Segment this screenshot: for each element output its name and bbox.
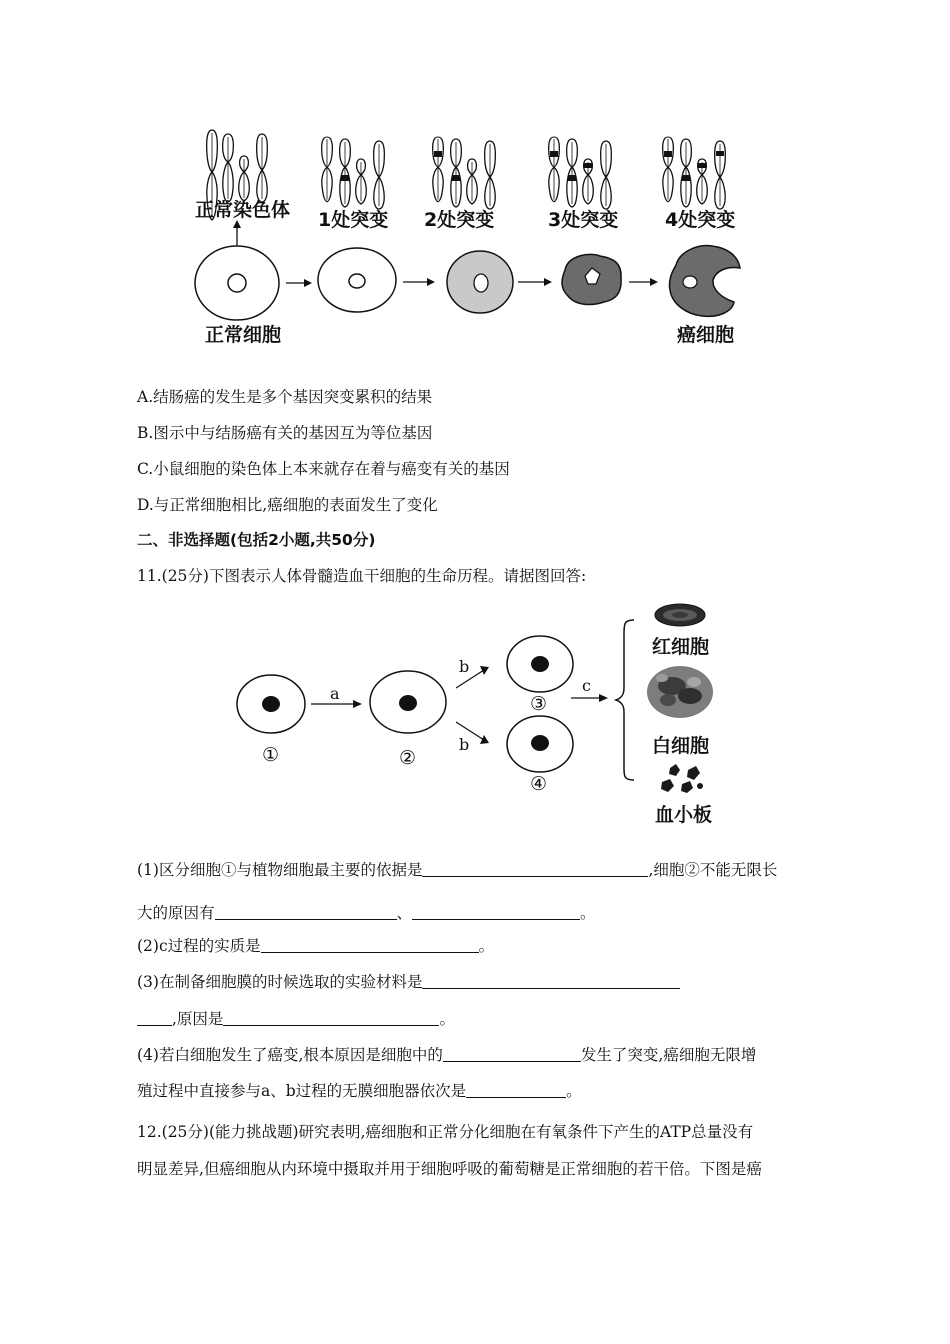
blank-5[interactable] <box>422 973 680 990</box>
blank-4[interactable] <box>261 937 479 954</box>
label-cell-4: ④ <box>530 773 548 795</box>
blank-2[interactable] <box>215 904 397 921</box>
label-mutation-4: 4处突变 <box>665 209 736 231</box>
label-platelet: 血小板 <box>655 804 713 826</box>
cell-normal <box>195 246 279 320</box>
red-blood-cell-icon <box>655 604 705 626</box>
label-c: c <box>582 676 591 695</box>
chromosome-groups <box>0 0 950 360</box>
chromosome-group-3 <box>549 137 612 209</box>
arrow-4 <box>629 278 658 286</box>
white-blood-cell-icon <box>647 666 713 718</box>
q11-stem: 11.(25分)下图表示人体骨髓造血干细胞的生命历程。请据图回答: <box>137 567 587 585</box>
arrow-3 <box>518 278 552 286</box>
section-heading: 二、非选择题(包括2小题,共50分) <box>137 531 376 549</box>
blank-7[interactable] <box>443 1046 581 1063</box>
q12-line2: 明显差异,但癌细胞从内环境中摄取并用于细胞呼吸的葡萄糖是正常细胞的若干倍。下图是癌 <box>137 1160 762 1178</box>
cell-stage-1 <box>318 248 396 312</box>
arrow-1 <box>286 279 312 287</box>
label-normal-cell: 正常细胞 <box>205 324 282 346</box>
cell-stage-3 <box>562 254 621 304</box>
blank-6[interactable] <box>223 1010 439 1027</box>
label-normal-chromosome: 正常染色体 <box>195 199 291 221</box>
label-b-top: b <box>459 657 470 676</box>
blank-5-cont[interactable] <box>137 1010 172 1027</box>
label-mutation-2: 2处突变 <box>424 209 495 231</box>
blank-8[interactable] <box>466 1082 566 1099</box>
q11-p3-text-a: (3)在制备细胞膜的时候选取的实验材料是 <box>137 973 423 991</box>
label-a: a <box>330 684 340 703</box>
option-c: C.小鼠细胞的染色体上本来就存在着与癌变有关的基因 <box>137 460 510 478</box>
label-red-cell: 红细胞 <box>652 636 710 658</box>
label-cell-1: ① <box>262 744 280 766</box>
q11-part4-line2 <box>137 1079 582 1101</box>
label-white-cell: 白细胞 <box>652 735 710 757</box>
q12-line1: 12.(25分)(能力挑战题)研究表明,癌细胞和正常分化细胞在有氧条件下产生的ATP总量没有 <box>137 1123 754 1141</box>
label-cell-3: ③ <box>530 693 548 715</box>
q11-part4-line1 <box>137 1043 756 1065</box>
q11-p4-text-b: 发生了突变,癌细胞无限增 <box>580 1046 757 1064</box>
q11-p4-text-d: 。 <box>566 1082 582 1100</box>
blank-3[interactable] <box>412 904 580 921</box>
chromosome-group-1 <box>322 137 385 209</box>
chromosome-group-4 <box>663 137 726 209</box>
q11-part2 <box>137 934 494 956</box>
arrow-2 <box>403 278 435 286</box>
cell-stage-2 <box>447 251 513 313</box>
option-a: A.结肠癌的发生是多个基因突变累积的结果 <box>137 388 433 406</box>
q11-p1-text-d: 、 <box>396 904 413 922</box>
label-mutation-1: 1处突变 <box>318 209 389 231</box>
q11-p3-text-c: 。 <box>439 1010 455 1028</box>
platelet-icon <box>661 764 703 793</box>
q11-p1-text-c: 大的原因有 <box>137 904 215 922</box>
q11-p1-text-a: (1)区分细胞①与植物细胞最主要的依据是 <box>137 861 423 879</box>
cell-cancer <box>669 246 740 317</box>
q11-p1-text-b: ,细胞②不能无限长 <box>648 861 778 879</box>
label-mutation-3: 3处突变 <box>548 209 619 231</box>
q11-p2-text-b: 。 <box>478 937 495 955</box>
q11-part1-line1 <box>137 858 777 880</box>
q11-part3-line1 <box>137 970 680 992</box>
option-d: D.与正常细胞相比,癌细胞的表面发生了变化 <box>137 496 438 514</box>
label-cancer-cell: 癌细胞 <box>677 324 735 346</box>
q11-p4-text-a: (4)若白细胞发生了癌变,根本原因是细胞中的 <box>137 1046 443 1064</box>
q11-p3-text-b: ,原因是 <box>172 1010 224 1028</box>
q11-part1-line2 <box>137 901 596 923</box>
q11-p4-text-c: 殖过程中直接参与a、b过程的无膜细胞器依次是 <box>137 1082 467 1100</box>
blank-1[interactable] <box>422 861 648 878</box>
chromosome-group-2 <box>433 137 496 209</box>
q11-p2-text-a: (2)c过程的实质是 <box>137 937 261 955</box>
q11-p1-text-e: 。 <box>580 904 596 922</box>
q11-part3-line2 <box>137 1007 455 1029</box>
option-b: B.图示中与结肠癌有关的基因互为等位基因 <box>137 424 433 442</box>
label-b-bottom: b <box>459 735 470 754</box>
hematopoiesis-diagram <box>0 600 950 840</box>
label-cell-2: ② <box>399 747 417 769</box>
